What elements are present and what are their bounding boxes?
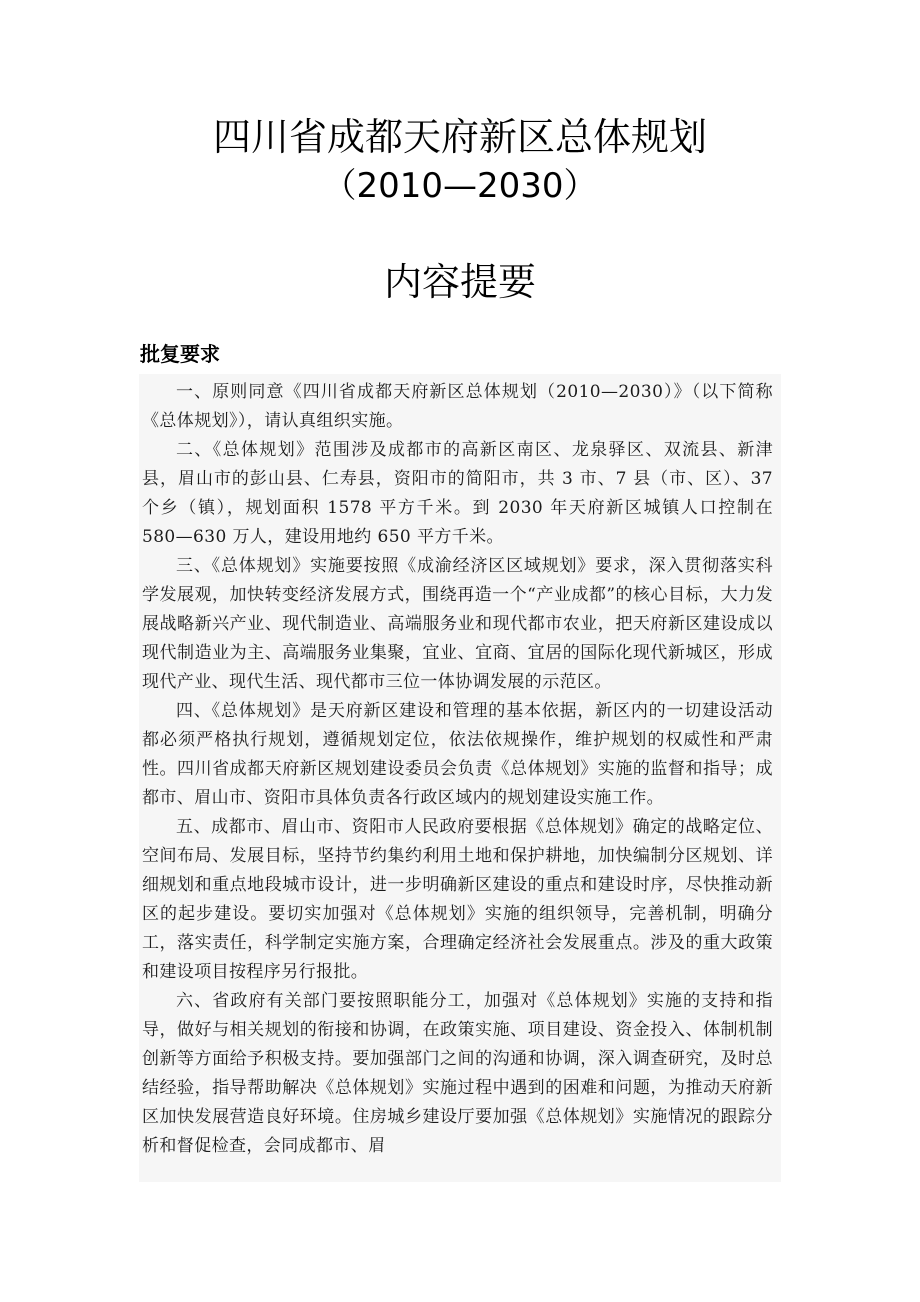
paragraph-1: 一、原则同意《四川省成都天府新区总体规划（2010—2030）》（以下简称《总体规划》），请认真组织实施。 xyxy=(142,382,773,431)
paragraph-5: 五、成都市、眉山市、资阳市人民政府要根据《总体规划》确定的战略定位、空间布局、发展目标，坚持节约集约利用土地和保护耕地，加快编制分区规划、详细规划和重点地段城市设计，进一步明确新区建设的重点和建设时序，尽快推动新区的起步建设。要切实加强对《总体规划》实施的组织领导，完善机制，明确分工，落实责任，科学制定实施方案，合理确定经济社会发展重点。涉及的重大政策和建设项目按程序另行报批。 xyxy=(142,817,773,982)
paragraph-3: 三、《总体规划》实施要按照《成渝经济区区域规划》要求，深入贯彻落实科学发展观，加快转变经济发展方式，围绕再造一个“产业成都”的核心目标，大力发展战略新兴产业、现代制造业、高端服务业和现代都市农业，把天府新区建设成以现代制造业为主、高端服务业集聚，宜业、宜商、宜居的国际化现代新城区，形成现代产业、现代生活、现代都市三位一体协调发展的示范区。 xyxy=(142,556,773,692)
paragraph-2: 二、《总体规划》范围涉及成都市的高新区南区、龙泉驿区、双流县、新津县，眉山市的彭山县、仁寿县，资阳市的简阳市，共 3 市、7 县（市、区）、37 个乡（镇），规划面积 1578 平方千米。到 2030 年天府新区城镇人口控制在 580—630 万人，建设用地约 650 平方千米。 xyxy=(142,440,773,547)
document-title: 四川省成都天府新区总体规划 xyxy=(212,115,707,159)
summary-title: 内容提要 xyxy=(383,260,536,304)
document-years: （2010—2030） xyxy=(322,166,598,206)
content-body xyxy=(139,374,781,1161)
section-heading: 批复要求 xyxy=(140,342,220,366)
content-box xyxy=(139,374,781,1182)
paragraph-6: 六、省政府有关部门要按照职能分工，加强对《总体规划》实施的支持和指导，做好与相关规划的衔接和协调，在政策实施、项目建设、资金投入、体制机制创新等方面给予积极支持。要加强部门之间的沟通和协调，深入调查研究，及时总结经验，指导帮助解决《总体规划》实施过程中遇到的困难和问题，为推动天府新区加快发展营造良好环境。住房城乡建设厅要加强《总体规划》实施情况的跟踪分析和督促检查，会同成都市、眉 xyxy=(142,991,773,1156)
paragraph-4: 四、《总体规划》是天府新区建设和管理的基本依据，新区内的一切建设活动都必须严格执行规划，遵循规划定位，依法依规操作，维护规划的权威性和严肃性。四川省成都天府新区规划建设委员会负责《总体规划》实施的监督和指导；成都市、眉山市、资阳市具体负责各行政区域内的规划建设实施工作。 xyxy=(142,701,773,808)
